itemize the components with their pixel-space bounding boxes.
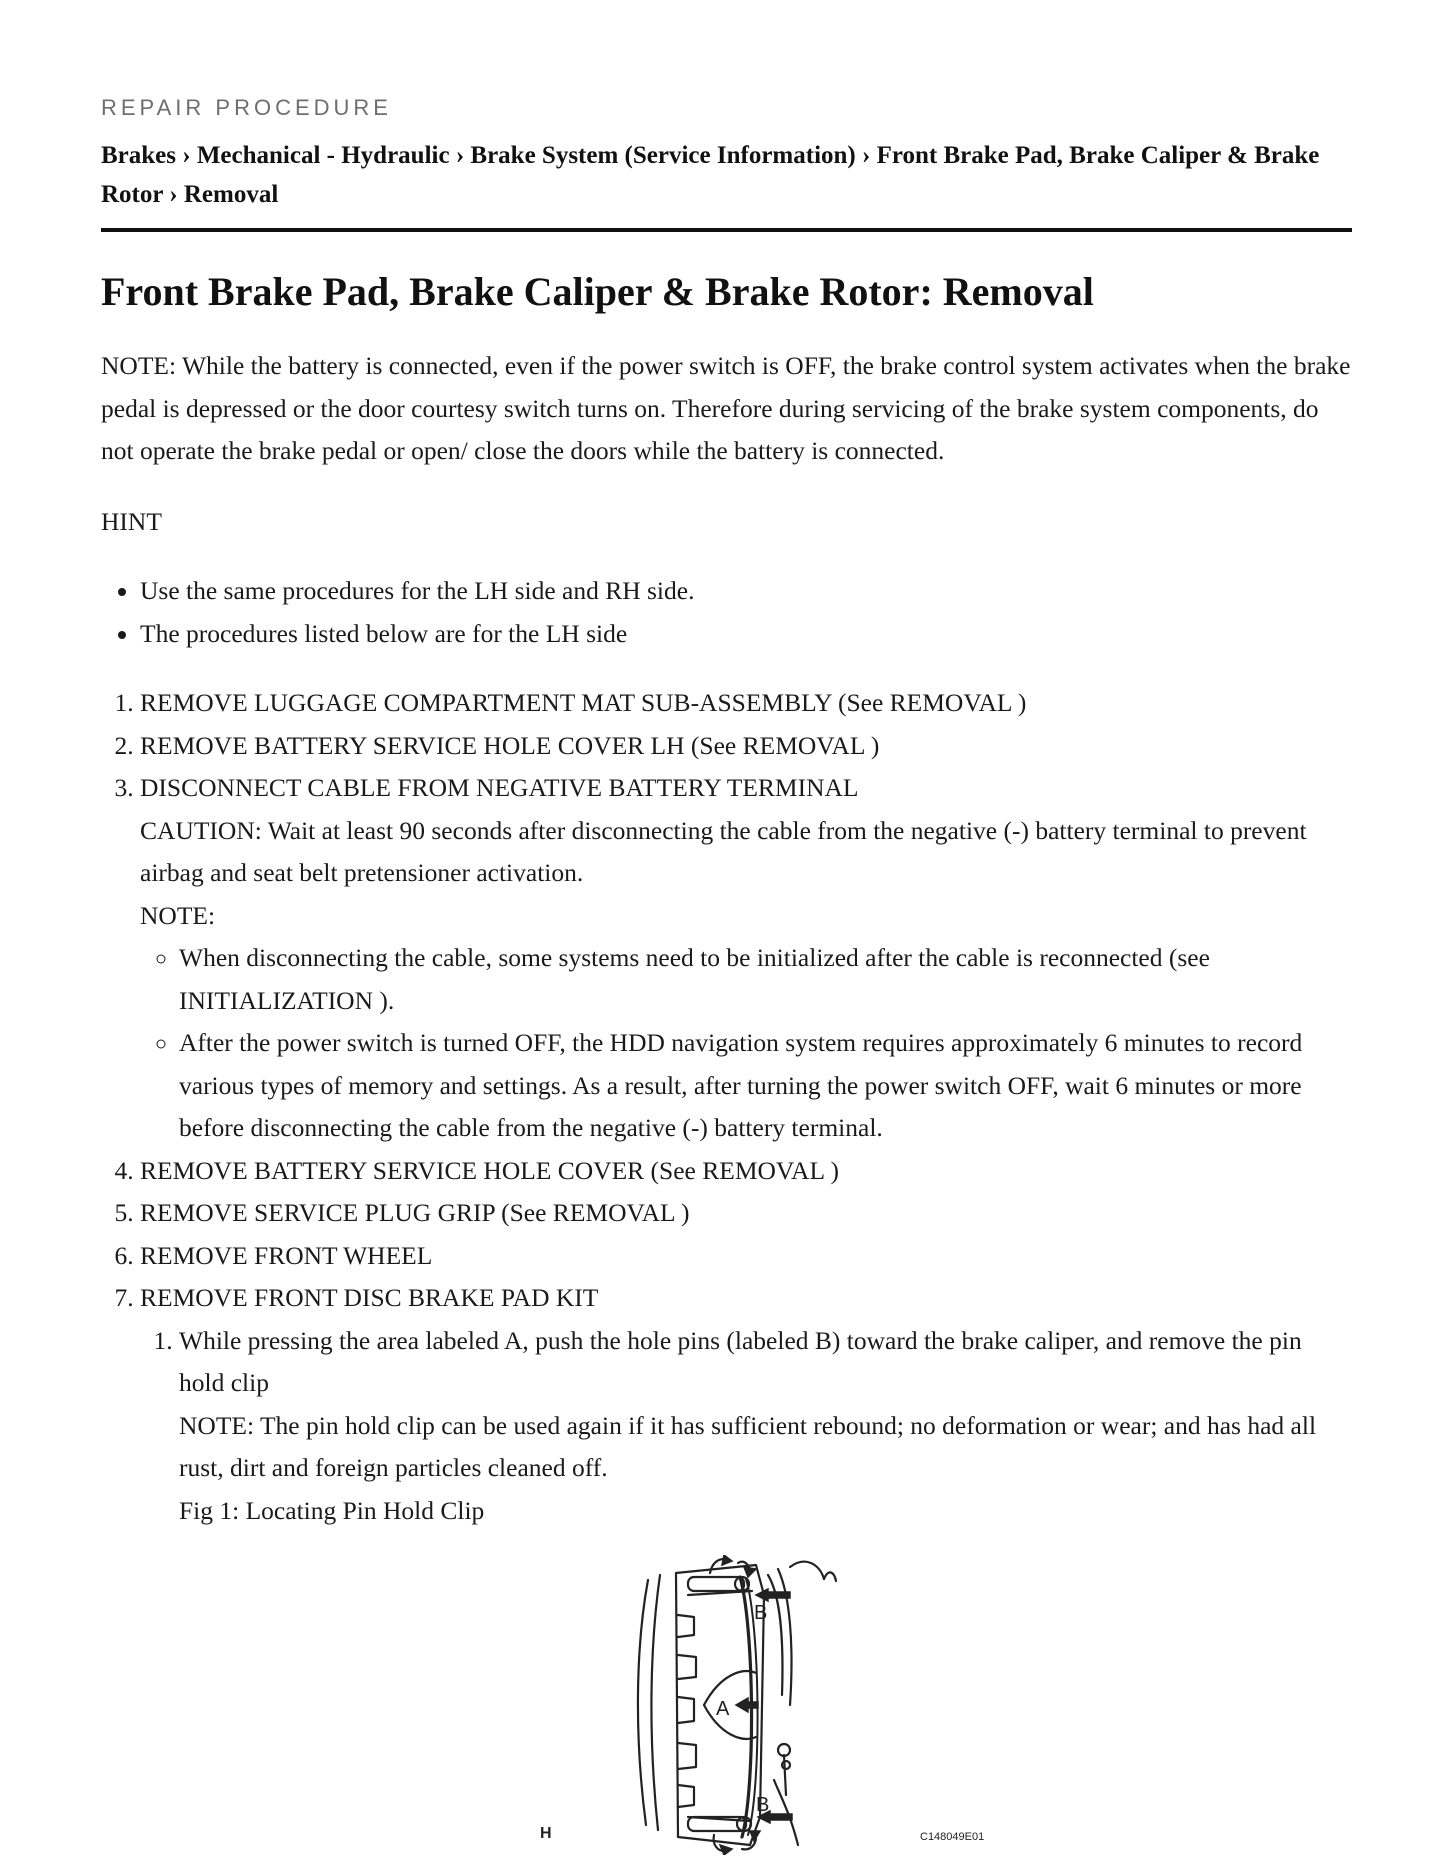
figure-code: C148049E01: [920, 1831, 985, 1843]
hint-label: HINT: [101, 507, 162, 536]
step-text: REMOVE LUGGAGE COMPARTMENT MAT SUB-ASSEMBLY (See REMOVAL ): [140, 688, 1027, 717]
breadcrumb-separator: ›: [455, 142, 465, 169]
caution-text: CAUTION: Wait at least 90 seconds after disconnecting the cable from the negative (-) battery terminal to prevent airbag and seat belt pretensioner activation.: [140, 815, 1307, 887]
breadcrumb-item-brake-system[interactable]: Brake System (Service Information): [470, 142, 856, 169]
figure-caption: Fig 1: Locating Pin Hold Clip: [179, 1495, 485, 1525]
procedure-steps: [101, 682, 1352, 1532]
label-b-top: B: [754, 1602, 768, 1624]
hint-item: • Use the same procedures for the LH side and RH side.: [140, 570, 1352, 613]
step-text: REMOVE FRONT WHEEL: [140, 1240, 433, 1270]
breadcrumb-item-brakes[interactable]: Brakes: [101, 142, 176, 169]
caliper-diagram: [528, 1555, 998, 1855]
substep-note: NOTE: The pin hold clip can be used again if it has sufficient rebound; no deformation or wear; and has had all rust, dirt and foreign particles cleaned off.: [179, 1410, 1317, 1482]
step-item: [140, 1277, 1352, 1532]
hint-list: [101, 570, 1352, 655]
substep-text: 1. While pressing the area labeled A, push the hole pins (labeled B) toward the brake caliper, and remove the pin hold clip: [179, 1325, 1302, 1397]
page-title: Front Brake Pad, Brake Caliper & Brake Rotor: Removal: [101, 269, 1094, 314]
general-note: NOTE: While the battery is connected, even if the power switch is OFF, the brake control system activates when the brake pedal is depressed or the door courtesy switch turns on. Therefore during servicing of the brake system components, do not operate the brake pedal or open/ close the doors while the battery is connected.: [101, 351, 1351, 465]
step-item: [140, 1192, 1352, 1235]
breadcrumb-separator: ›: [182, 142, 191, 169]
step-item: [140, 725, 1352, 768]
substeps-list: [140, 1320, 1352, 1533]
note-label: NOTE:: [140, 900, 216, 930]
breadcrumb-separator: ›: [169, 181, 178, 208]
breadcrumb-separator: ›: [862, 142, 871, 169]
doc-type-label: REPAIR PROCEDURE: [101, 95, 392, 120]
breadcrumb-item-mechanical-hydraulic[interactable]: Mechanical - Hydraulic: [196, 142, 450, 169]
brake-caliper-figure: [528, 1555, 998, 1855]
breadcrumb-item-front-brake-pad[interactable]: Front Brake Pad, Brake Caliper & Brake Rotor: [101, 142, 1320, 208]
step-item: [140, 767, 1352, 1150]
step-text: 3. DISCONNECT CABLE FROM NEGATIVE BATTERY TERMINAL: [140, 773, 859, 802]
step-text: REMOVE SERVICE PLUG GRIP (See REMOVAL ): [140, 1198, 690, 1227]
step-note-item: ◦ When disconnecting the cable, some systems need to be initialized after the cable is reconnected (see INITIALIZATION ).: [179, 937, 1352, 1022]
header-divider: [101, 228, 1352, 232]
figure-side-mark: H: [540, 1825, 552, 1842]
step-text: REMOVE BATTERY SERVICE HOLE COVER LH (See REMOVAL ): [140, 730, 880, 760]
step-notes-list: [140, 937, 1352, 1150]
label-a: A: [716, 1698, 730, 1720]
step-item: [140, 1150, 1352, 1193]
step-text: REMOVE BATTERY SERVICE HOLE COVER (See REMOVAL ): [140, 1155, 839, 1185]
hint-item: • The procedures listed below are for the LH side: [140, 613, 1352, 656]
step-note-item: ◦ After the power switch is turned OFF, the HDD navigation system requires approximately 6 minutes to record various types of memory and settings. As a result, after turning the power switch OFF, wait 6 minutes or more before disconnecting the cable from the negative (-) battery terminal.: [179, 1022, 1352, 1150]
substep-item: [179, 1320, 1352, 1533]
breadcrumb: [101, 136, 1352, 214]
step-text: 7. REMOVE FRONT DISC BRAKE PAD KIT: [140, 1283, 599, 1312]
breadcrumb-item-removal[interactable]: Removal: [183, 181, 279, 208]
label-b-bottom: B: [756, 1794, 770, 1816]
step-item: [140, 1235, 1352, 1278]
step-item: [140, 682, 1352, 725]
